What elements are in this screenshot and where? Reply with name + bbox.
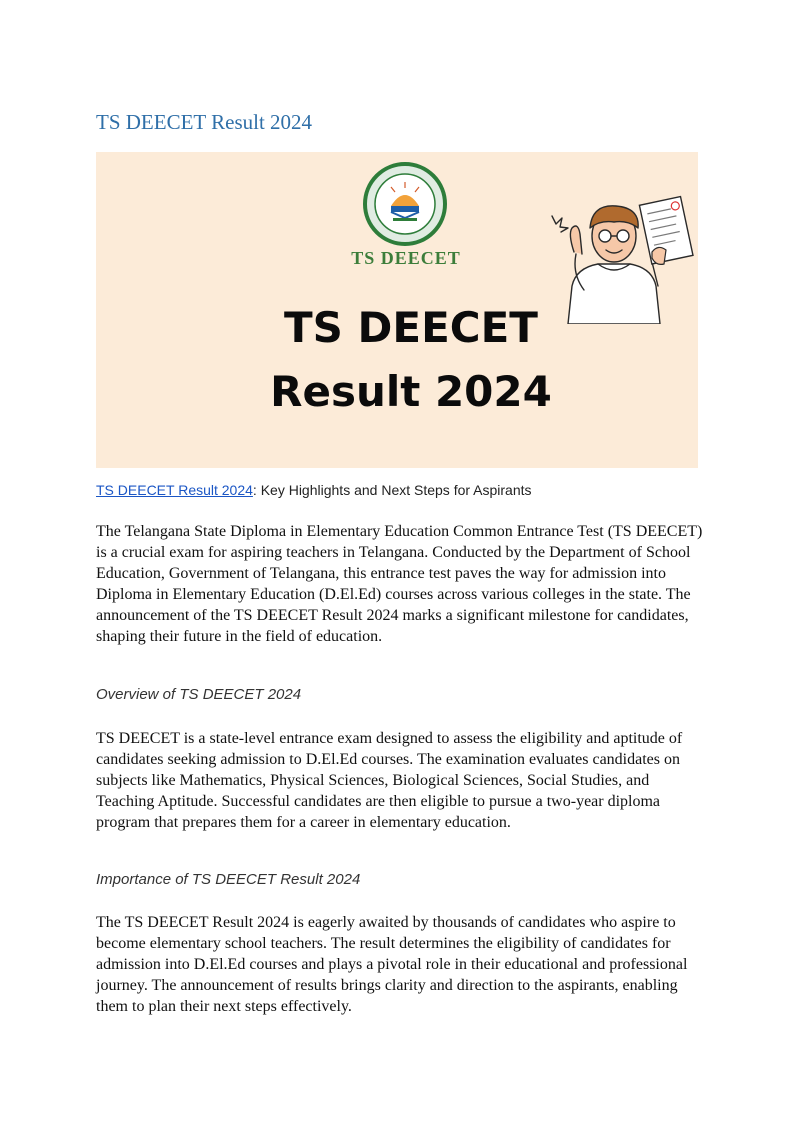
page-title: TS DEECET Result 2024	[96, 110, 313, 134]
banner-image	[96, 152, 698, 468]
article-subheading	[96, 482, 532, 498]
banner-heading-line1: TS DEECET	[284, 303, 538, 352]
subheading-text: : Key Highlights and Next Steps for Aspirants	[252, 482, 532, 498]
council-seal-logo	[351, 162, 459, 246]
student-illustration	[528, 194, 698, 324]
result-link[interactable]: TS DEECET Result 2024	[96, 482, 253, 498]
banner-brand: TS DEECET	[351, 248, 461, 268]
banner-heading-line2: Result 2024	[270, 367, 552, 416]
overview-paragraph: TS DEECET is a state-level entrance exam designed to assess the eligibility and aptitude of candidates seeking admission to D.El.Ed courses. The examination evaluates candidates on subjects like Mathematics, Physical Sciences, Biological Sciences, Social Studies, and Teaching Aptitude. Successful candidates are then eligible to pursue a two-year diploma program that prepares them for a career in elementary education.	[96, 730, 683, 831]
importance-paragraph: The TS DEECET Result 2024 is eagerly awaited by thousands of candidates who aspire to become elementary school teachers. The result determines the eligibility of candidates for admission into D.El.Ed courses and plays a pivotal role in their educational and professional journey. The announcement of results brings clarity and direction to the aspirants, enabling them to plan their next steps effectively.	[96, 914, 688, 1015]
section-heading-overview: Overview of TS DEECET 2024	[96, 686, 302, 703]
intro-paragraph: The Telangana State Diploma in Elementary Education Common Entrance Test (TS DEECET) is a crucial exam for aspiring teachers in Telangana. Conducted by the Department of School Education, Government of Telangana, this entrance test paves the way for admission into Diploma in Elementary Education (D.El.Ed) courses across various colleges in the state. The announcement of the TS DEECET Result 2024 marks a significant milestone for candidates, shaping their future in the field of education.	[96, 523, 703, 645]
section-heading-importance: Importance of TS DEECET Result 2024	[96, 871, 361, 888]
